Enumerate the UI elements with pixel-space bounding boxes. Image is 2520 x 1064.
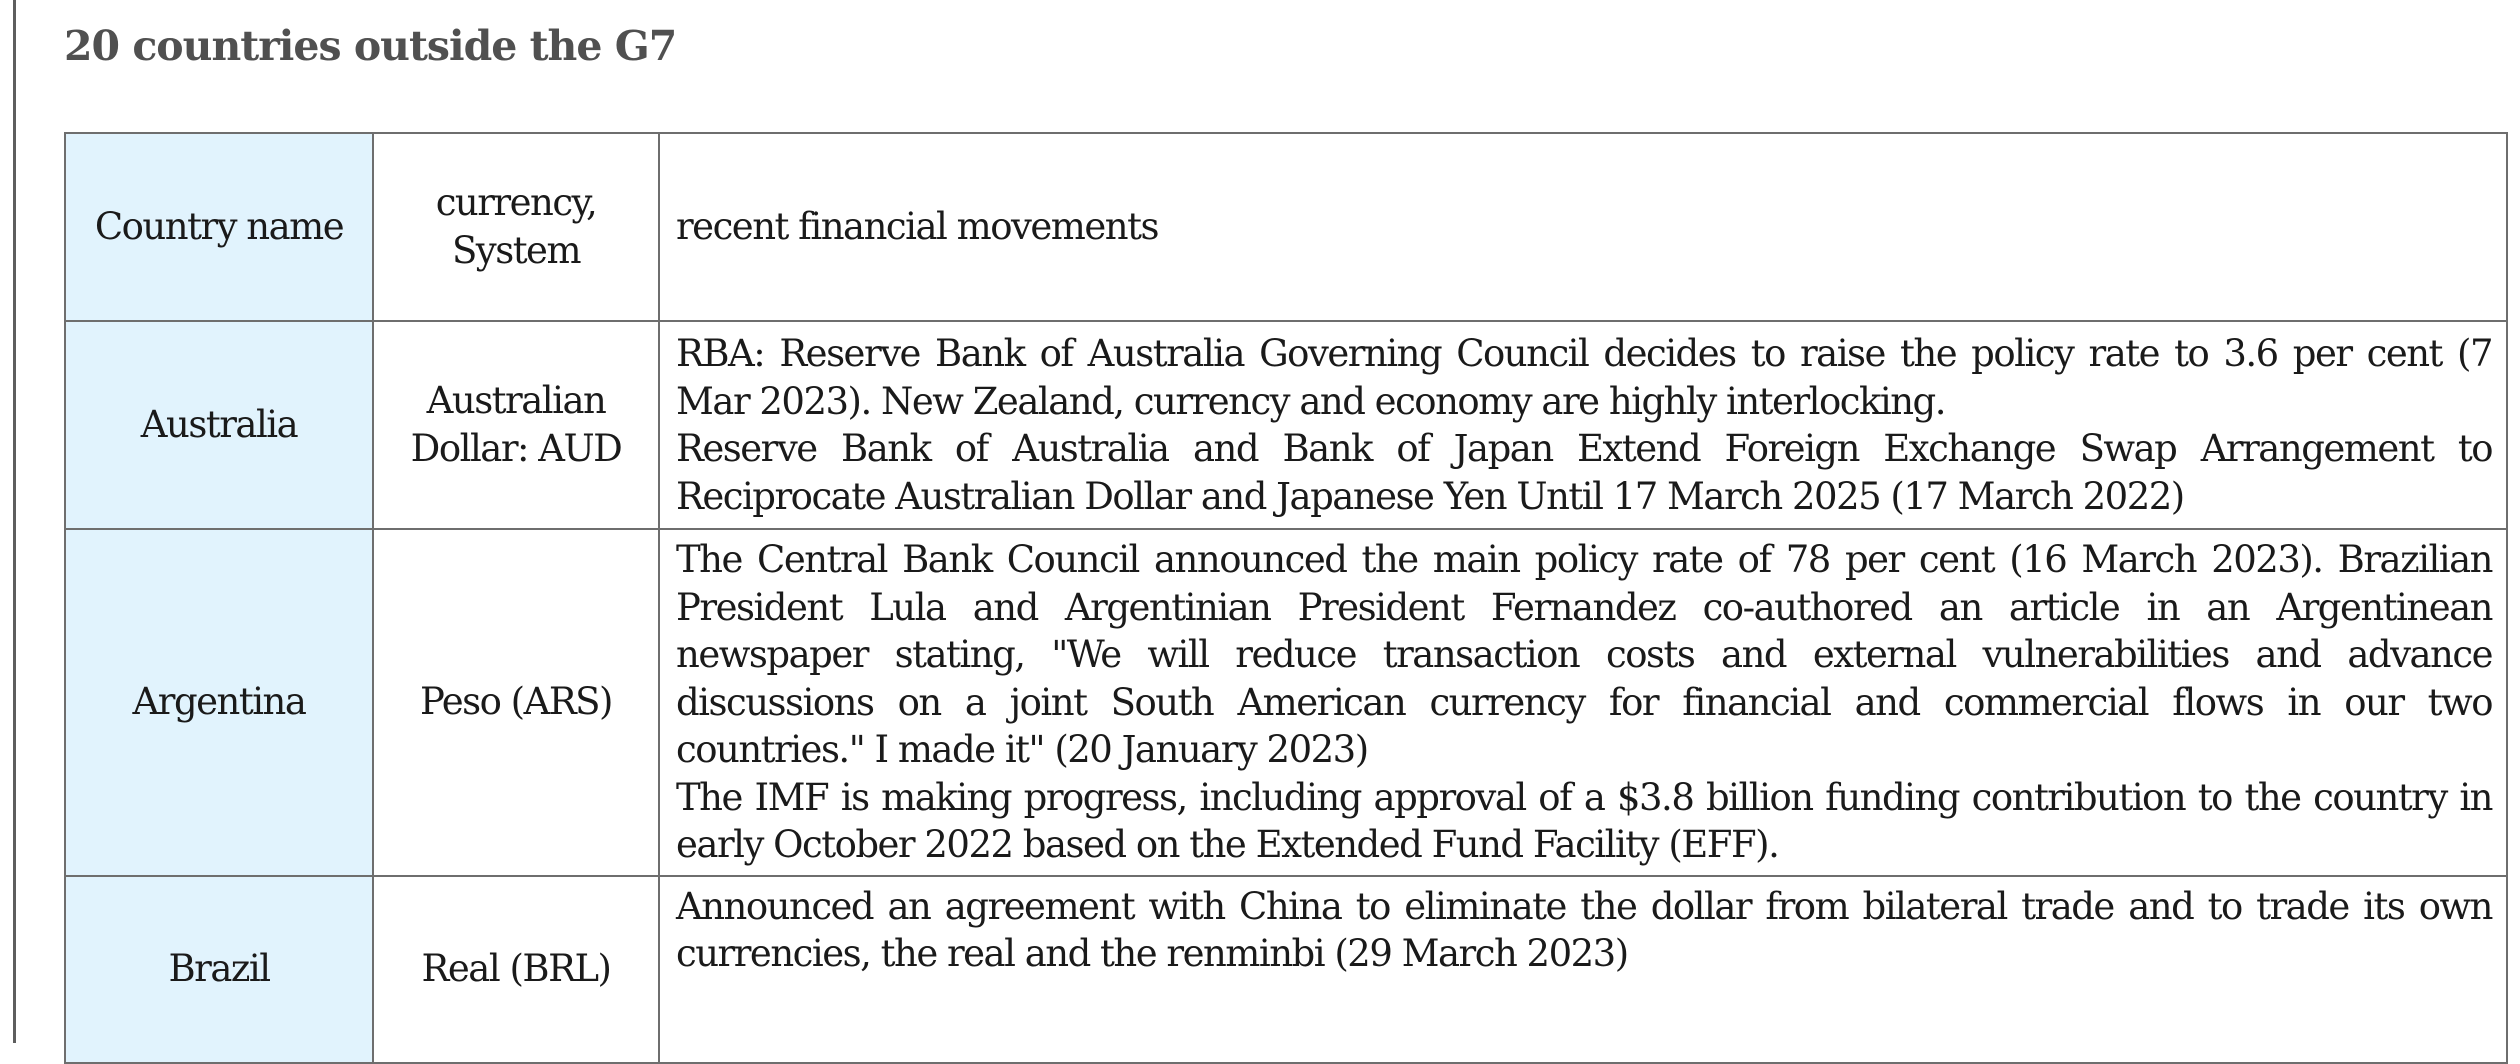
header-recent-financial-movements: recent financial movements: [659, 133, 2507, 321]
currency-cell: Real (BRL): [373, 876, 659, 1063]
currency-cell: Australian Dollar: AUD: [373, 321, 659, 529]
movements-cell: [659, 529, 2507, 876]
country-cell: Australia: [65, 321, 373, 529]
movements-cell: [659, 321, 2507, 529]
countries-table: [64, 132, 2508, 1064]
movements-cell: [659, 876, 2507, 1063]
table-row: [65, 321, 2507, 529]
country-cell: Brazil: [65, 876, 373, 1063]
header-country-name: Country name: [65, 133, 373, 321]
movement-paragraph: The Central Bank Council announced the main policy rate of 78 per cent (16 March 2023). Brazilian President Lula and Argentinian President Fernandez co-authored an article in an Argentinean newspaper stating, "We will reduce transaction costs and external vulnerabilities and advance discussions on a joint South American currency for financial and commercial flows in our two countries." I made it" (20 January 2023): [676, 538, 2492, 771]
movement-paragraph: The IMF is making progress, including approval of a $3.8 billion funding contribution to the country in early October 2022 based on the Extended Fund Facility (EFF).: [676, 775, 2492, 866]
movement-paragraph: Announced an agreement with China to eliminate the dollar from bilateral trade and to trade its own currencies, the real and the renminbi (29 March 2023): [676, 884, 2492, 975]
table-row: [65, 529, 2507, 876]
page-title: 20 countries outside the G7: [64, 22, 677, 70]
currency-cell: Peso (ARS): [373, 529, 659, 876]
country-cell: Argentina: [65, 529, 373, 876]
header-currency-system: currency, System: [373, 133, 659, 321]
movement-paragraph: Reserve Bank of Australia and Bank of Japan Extend Foreign Exchange Swap Arrangement to Reciprocate Australian Dollar and Japanese Yen Until 17 March 2025 (17 March 2022): [676, 427, 2492, 518]
left-border-rule: [13, 0, 16, 1043]
movement-paragraph: RBA: Reserve Bank of Australia Governing Council decides to raise the policy rate to 3.6 per cent (7 Mar 2023). New Zealand, currency and economy are highly interlocking.: [676, 332, 2492, 423]
table-row: [65, 876, 2507, 1063]
table-header-row: [65, 133, 2507, 321]
